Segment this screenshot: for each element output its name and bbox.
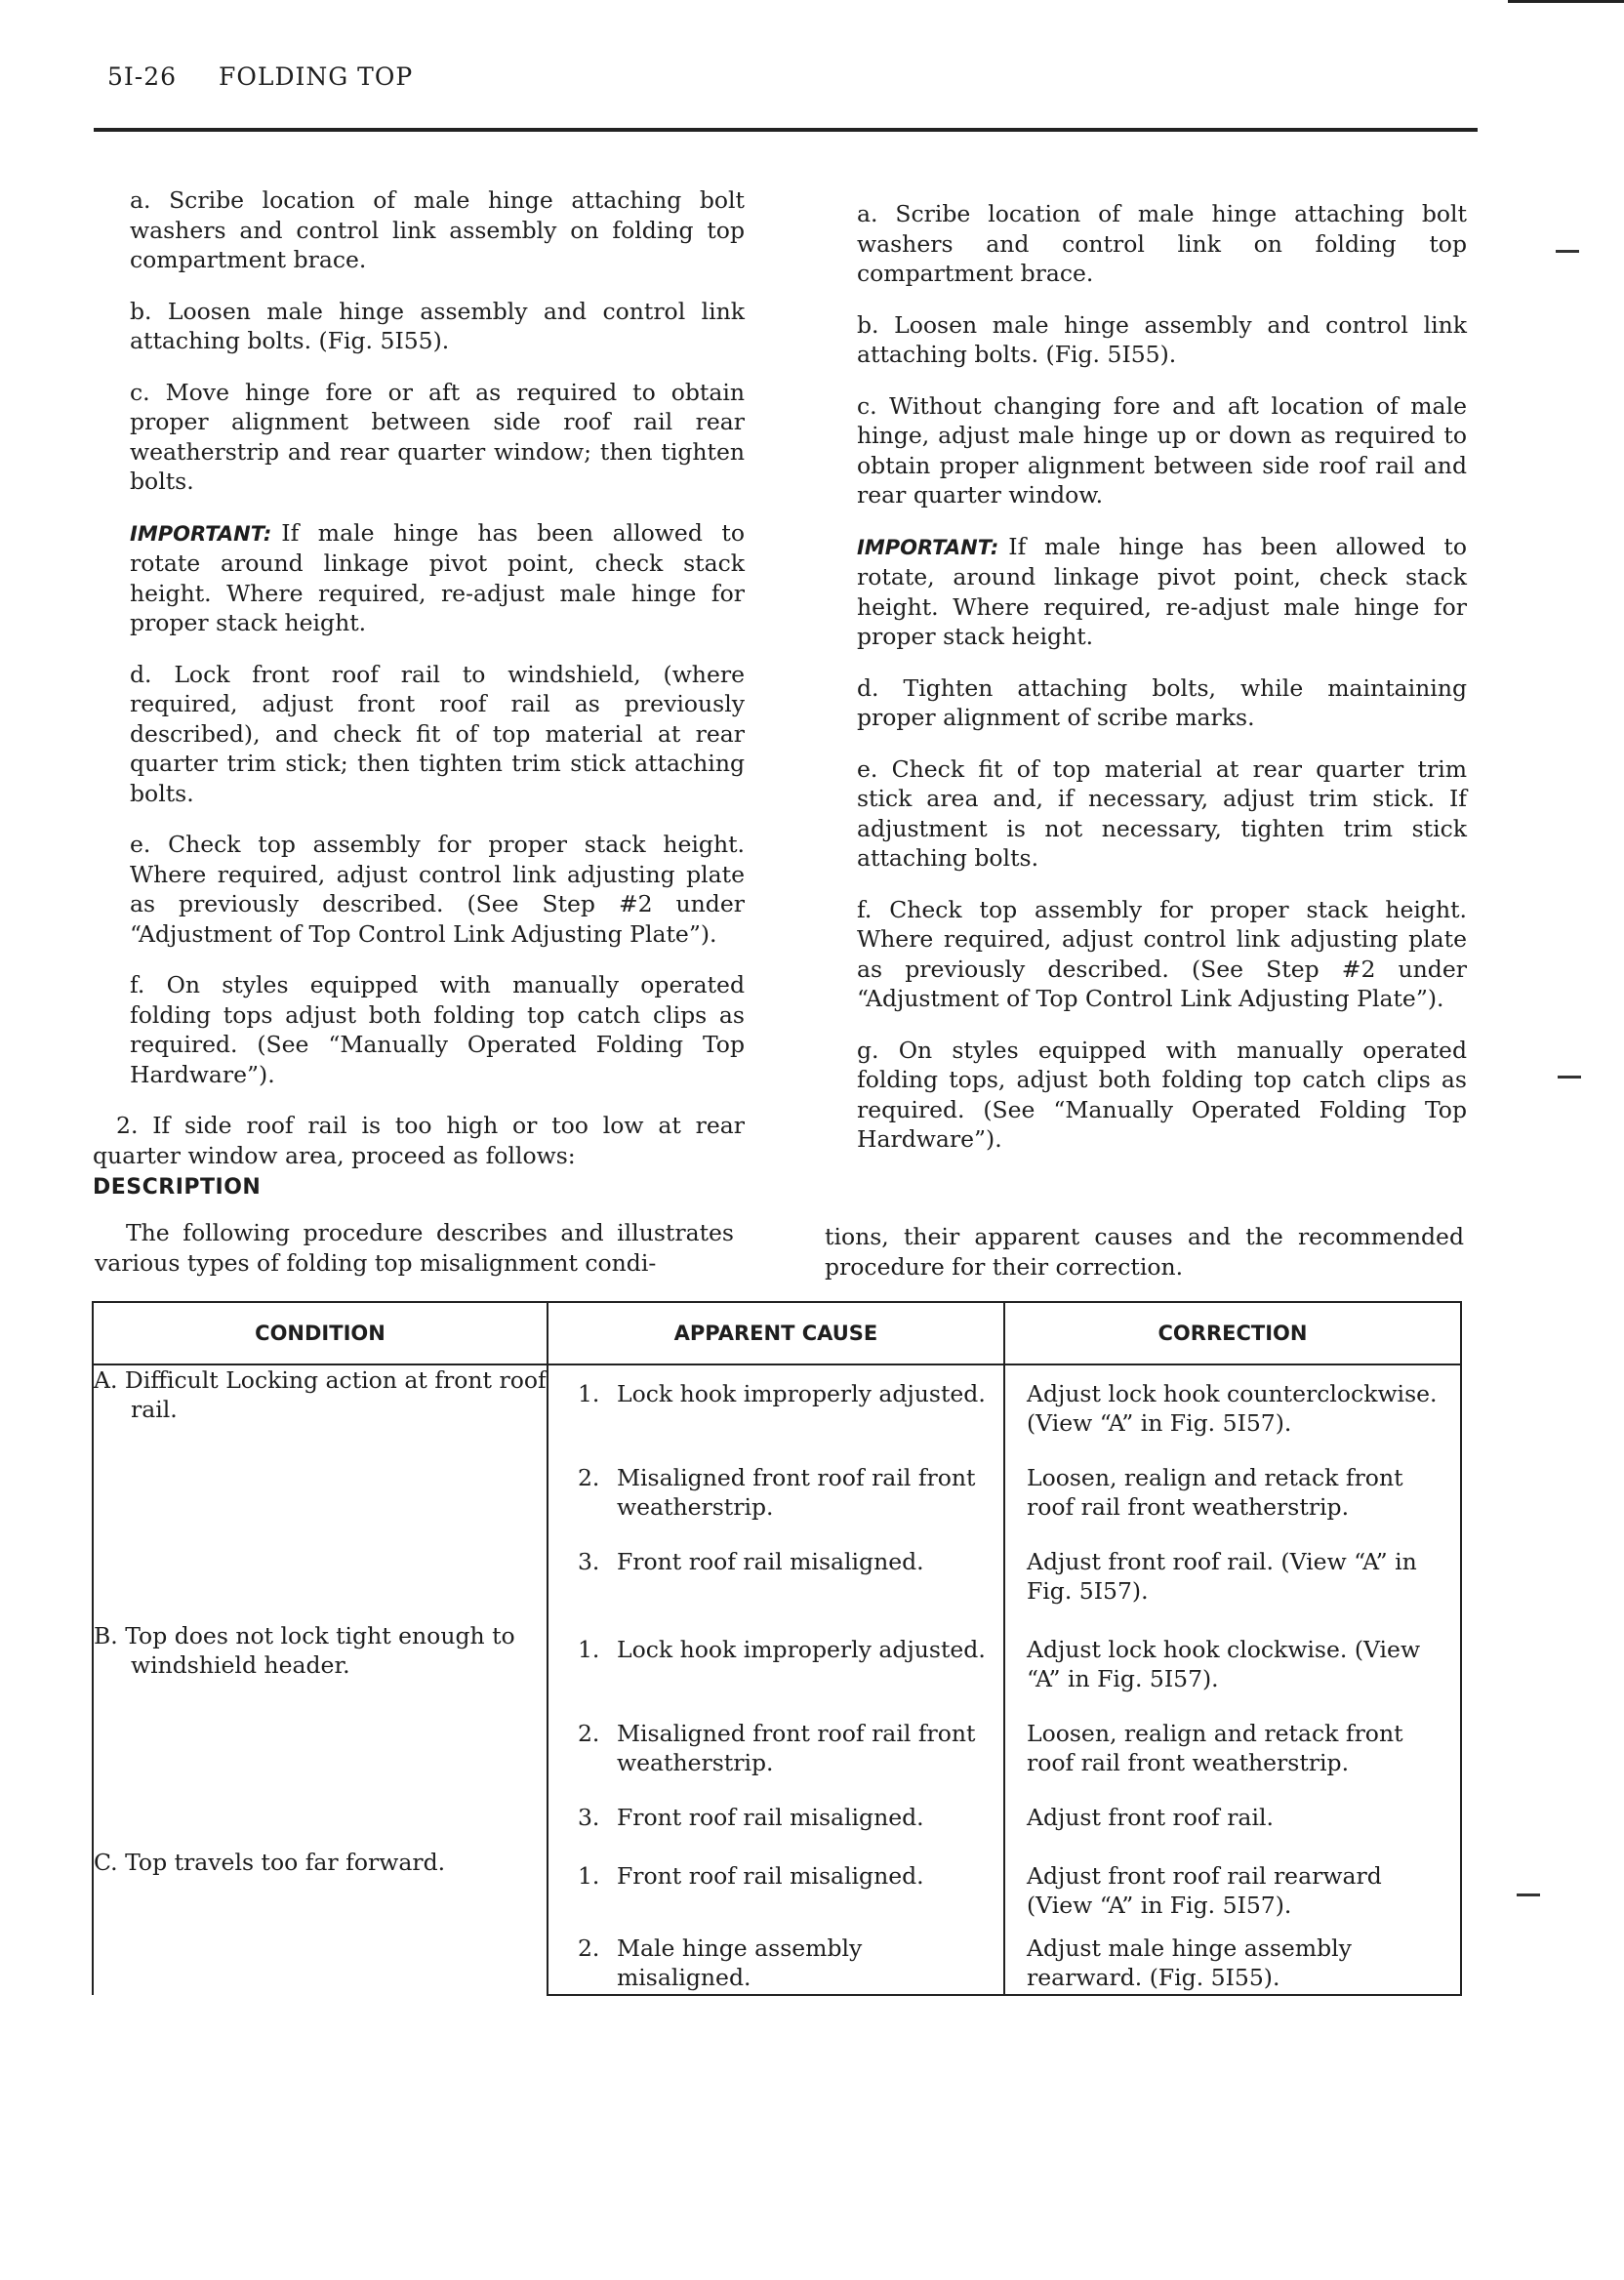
cause-number: 1. (577, 1380, 600, 1407)
margin-mark (1556, 250, 1579, 253)
cause-text: Lock hook improperly adjusted. (616, 1380, 986, 1407)
col-header-cause: APPARENT CAUSE (548, 1302, 1004, 1364)
page-number: 5I-26 (107, 62, 178, 91)
description-right: tions, their apparent causes and the recommended procedure for their correction. (825, 1223, 1464, 1281)
left-step-a: a. Scribe location of male hinge attaching bolt washers and control link assembly on folding top compartment brace. (130, 186, 745, 273)
condition-cell (93, 1621, 548, 1848)
cause-text: Lock hook improperly adjusted. (616, 1636, 986, 1663)
left-step-f: f. On styles equipped with manually operated folding tops adjust both folding top catch clips as required. (See “Manually Operated Folding Top Hardware”). (130, 971, 745, 1088)
description-heading: DESCRIPTION (93, 1175, 262, 1200)
condition-label: C. Top travels too far forward. (94, 1849, 446, 1876)
col-header-correction: CORRECTION (1004, 1302, 1461, 1364)
right-column (857, 199, 1467, 1176)
right-step-f: f. Check top assembly for proper stack height. Where required, adjust control link adjusting plate as previously described. (See Step #2 under “Adjustment of Top Control Link Adjusting Plate”). (857, 895, 1467, 1012)
cause-text: Front roof rail misaligned. (616, 1804, 924, 1831)
cause-text: Misaligned front roof rail front weatherstrip. (616, 1464, 976, 1521)
left-step-e: e. Check top assembly for proper stack height. Where required, adjust control link adjusting plate as previously described. (See Step #2 under “Adjustment of Top Control Link Adjusting Plate”). (130, 831, 745, 948)
cause-number: 1. (577, 1636, 600, 1663)
correction-text: Loosen, realign and retack front roof rail front weatherstrip. (1026, 1464, 1403, 1521)
left-column (93, 185, 745, 1192)
cause-number: 3. (577, 1548, 600, 1575)
corner-rule (1508, 0, 1624, 3)
right-step-a: a. Scribe location of male hinge attaching bolt washers and control link on folding top compartment brace. (857, 200, 1467, 287)
correction-text: Adjust male hinge assembly rearward. (Fig. 5I55). (1026, 1934, 1352, 1991)
correction-text: Adjust lock hook counterclockwise. (View “A” in Fig. 5I57). (1026, 1380, 1438, 1437)
right-step-e: e. Check fit of top material at rear quarter trim stick area and, if necessary, adjust trim stick. If adjustment is not necessary, tighten trim stick attaching bolts. (857, 754, 1467, 872)
col-header-condition: CONDITION (93, 1302, 548, 1364)
cause-number: 2. (577, 1934, 600, 1962)
cause-text: Misaligned front roof rail front weatherstrip. (616, 1720, 976, 1776)
section-title: FOLDING TOP (219, 62, 414, 91)
description-left: The following procedure describes and illustrates various types of folding top misalignment condi- (95, 1219, 734, 1277)
correction-text: Adjust front roof rail. (1026, 1804, 1274, 1831)
important-text: If male hinge has been allowed to rotate around linkage pivot point, check stack height. Where required, re-adjust male hinge for proper stack height. (130, 518, 745, 636)
correction-text: Adjust lock hook clockwise. (View “A” in Fig. 5I57). (1026, 1636, 1421, 1692)
important-text: If male hinge has been allowed to rotate, around linkage pivot point, check stack height. Where required, re-adjust male hinge for proper stack height. (857, 532, 1467, 650)
condition-label: A. Difficult Locking action at front roof rail. (94, 1366, 547, 1423)
cause-number: 2. (577, 1464, 600, 1491)
cause-number: 3. (577, 1804, 600, 1831)
left-important (130, 518, 745, 638)
misalignment-table (92, 1301, 1462, 1996)
correction-text: Adjust front roof rail. (View “A” in Fig. 5I57). (1026, 1548, 1417, 1605)
table-row (93, 1848, 1461, 1922)
table-row (93, 1364, 1461, 1451)
left-step-b: b. Loosen male hinge assembly and control link attaching bolts. (Fig. 5I55). (130, 297, 745, 354)
condition-cell (93, 1364, 548, 1621)
cause-text: Front roof rail misaligned. (616, 1862, 924, 1890)
important-label: IMPORTANT: (857, 535, 999, 559)
margin-mark (1558, 1076, 1581, 1079)
important-label: IMPORTANT: (130, 521, 272, 546)
right-step-b: b. Loosen male hinge assembly and control link attaching bolts. (Fig. 5I55). (857, 310, 1467, 368)
right-step-c: c. Without changing fore and aft location of male hinge, adjust male hinge up or down as required to obtain proper alignment between side roof rail and rear quarter window. (857, 391, 1467, 509)
correction-text: Adjust front roof rail rearward (View “A” in Fig. 5I57). (1026, 1862, 1382, 1919)
page-header (107, 62, 413, 91)
condition-cell (93, 1848, 548, 1995)
cause-number: 1. (577, 1862, 600, 1890)
condition-label: B. Top does not lock tight enough to windshield header. (94, 1622, 515, 1679)
header-rule (94, 128, 1478, 132)
cause-text: Front roof rail misaligned. (616, 1548, 924, 1575)
left-step-c: c. Move hinge fore or aft as required to obtain proper alignment between side roof rail rear weatherstrip and rear quarter window; then tighten bolts. (130, 378, 745, 495)
margin-mark (1517, 1893, 1540, 1896)
cause-number: 2. (577, 1720, 600, 1747)
left-step-2: 2. If side roof rail is too high or too low at rear quarter window area, proceed as follows: (93, 1112, 745, 1169)
left-step-d: d. Lock front roof rail to windshield, (where required, adjust front roof rail as previously described), and check fit of top material at rear quarter trim stick; then tighten trim stick attaching bolts. (130, 660, 745, 807)
right-important (857, 532, 1467, 652)
cause-text: Male hinge assembly misaligned. (616, 1934, 863, 1991)
table-row (93, 1621, 1461, 1707)
right-step-g: g. On styles equipped with manually operated folding tops, adjust both folding top catch clips as required. (See “Manually Operated Folding Top Hardware”). (857, 1036, 1467, 1153)
correction-text: Loosen, realign and retack front roof rail front weatherstrip. (1026, 1720, 1403, 1776)
right-step-d: d. Tighten attaching bolts, while maintaining proper alignment of scribe marks. (857, 673, 1467, 731)
